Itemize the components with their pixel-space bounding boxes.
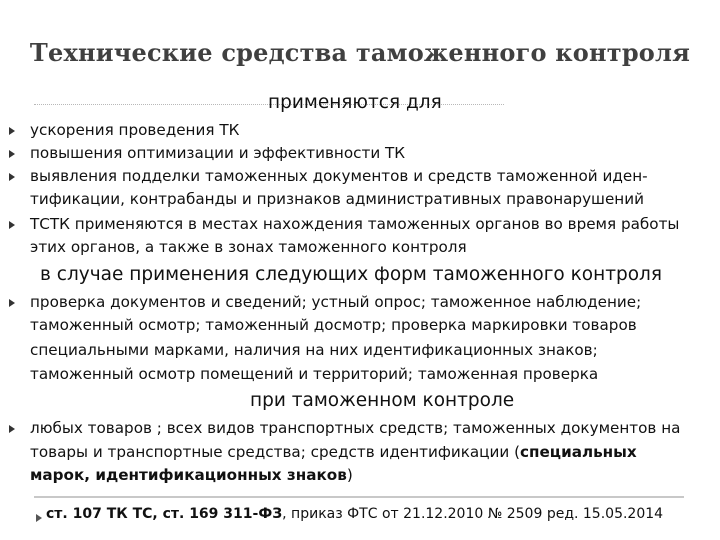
- item-forms-4: таможенный осмотр помещений и территорий; таможенная проверка: [30, 365, 599, 383]
- footer-order-ref: , приказ ФТС от 21.12.2010 № 2509 ред. 15.05.2014: [282, 506, 664, 522]
- slide-title: Технические средства таможенного контроля: [29, 38, 691, 67]
- item-forms-3: специальными марками, наличия на них идентификационных знаков;: [30, 341, 598, 359]
- item-forms-1: проверка документов и сведений; устный опрос; таможенное наблюдение;: [30, 293, 642, 311]
- item-objects-2-text: товары и транспортные средства; средств идентификации (: [30, 443, 521, 461]
- item-objects-3-bold: марок, идентификационных знаков: [30, 466, 347, 484]
- item-objects-2: [30, 442, 637, 462]
- item-objects-3-close: ): [346, 466, 353, 484]
- footer-divider: [34, 496, 684, 498]
- item-optimization: повышения оптимизации и эффективности ТК: [30, 144, 406, 162]
- item-forms-2: таможенный осмотр; таможенный досмотр; проверка маркировки товаров: [30, 316, 637, 334]
- item-tstk-places: ТСТК применяются в местах нахождения таможенных органов во время работы: [30, 215, 680, 233]
- footer-law-refs: ст. 107 ТК ТС, ст. 169 311-ФЗ: [46, 506, 283, 522]
- bullet-arrow-icon: [8, 218, 18, 232]
- bullet-arrow-icon: [8, 147, 18, 161]
- item-detect-forgery: выявления подделки таможенных документов и средств таможенной иден-: [30, 167, 648, 185]
- item-objects-3: [30, 465, 353, 485]
- footer-arrow-icon: [36, 512, 44, 526]
- bullet-arrow-icon: [8, 296, 18, 310]
- item-tstk-places-cont: этих органов, а также в зонах таможенного контроля: [30, 238, 467, 256]
- bullet-arrow-icon: [8, 170, 18, 184]
- heading-control-forms: в случае применения следующих форм таможенного контроля: [40, 264, 662, 285]
- item-objects-1: любых товаров ; всех видов транспортных средств; таможенных документов на: [30, 419, 681, 437]
- heading-apply-for: применяются для: [268, 92, 442, 113]
- bullet-arrow-icon: [8, 422, 18, 436]
- footer-reference: [46, 506, 663, 522]
- item-detect-forgery-cont: тификации, контрабанды и признаков административных правонарушений: [30, 190, 644, 208]
- heading-during-control: при таможенном контроле: [250, 390, 515, 411]
- item-speed-up: ускорения проведения ТК: [30, 121, 240, 139]
- item-objects-2-bold: специальных: [520, 443, 637, 461]
- bullet-arrow-icon: [8, 124, 18, 138]
